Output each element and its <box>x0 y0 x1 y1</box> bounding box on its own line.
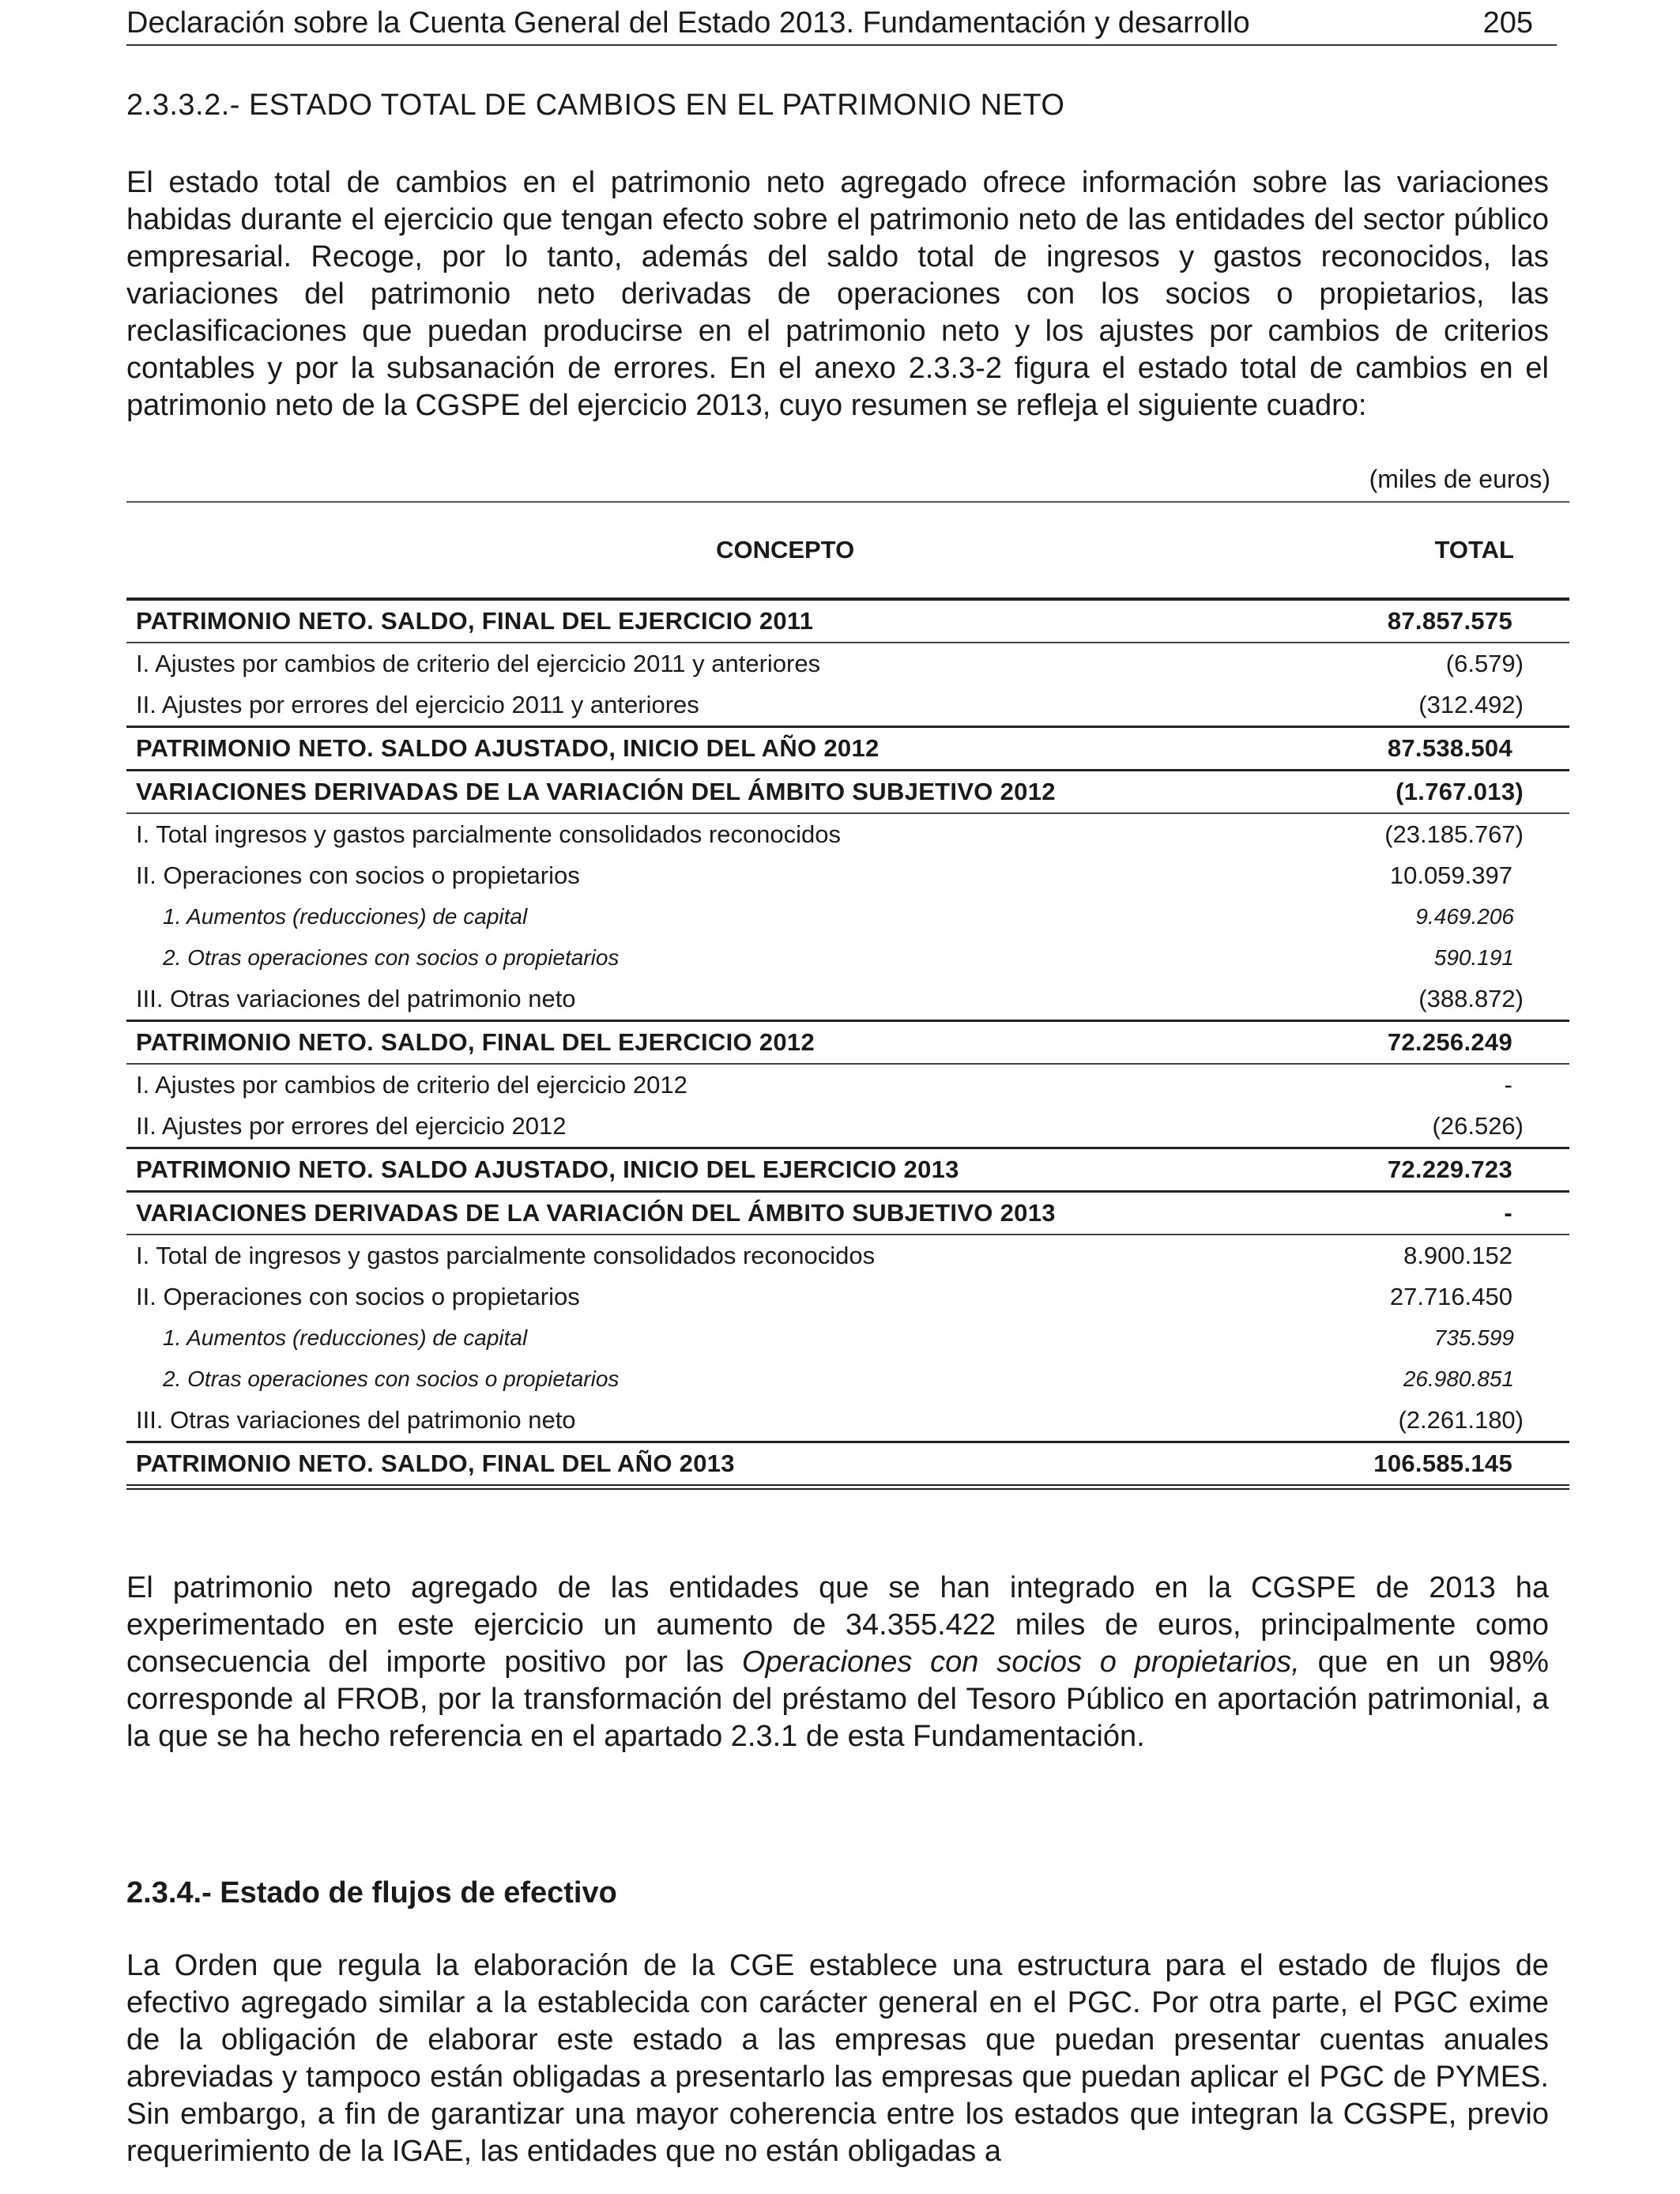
row-concept: 1. Aumentos (reducciones) de capital <box>163 1325 528 1350</box>
row-concept: I. Ajustes por cambios de criterio del ejercicio 2011 y anteriores <box>136 650 821 677</box>
table-row <box>126 1318 1569 1359</box>
analysis-text-start: El patrimonio neto agregado de las entidades que se han integrado en la CGSPE de 2013 ha experimentado en este ejercicio un aumento de 34.355.422 miles de euros, principalmente como consecuencia del importe positivo por las <box>126 1571 1549 1679</box>
row-concept: 1. Aumentos (reducciones) de capital <box>163 904 528 929</box>
row-total: 106.585.145 <box>1318 1442 1569 1487</box>
cash-flow-paragraph: La Orden que regula la elaboración de la CGE establece una estructura para el estado de flujos de efectivo agregado similar a la establecida con carácter general en el PGC. Por otra parte, el PGC exime de la obligación de elaborar este estado a las empresas que puedan presentar cuentas anuales abreviadas y tampoco están obligadas a presentarlo las empresas que puedan aplicar el PGC de PYMES. Sin embargo, a fin de garantizar una mayor coherencia entre los estados que integran la CGSPE, previo requerimiento de la IGAE, las entidades que no están obligadas a <box>126 1949 1549 2168</box>
table-row <box>126 1106 1569 1148</box>
row-total: (388.872) <box>1418 985 1524 1012</box>
table-row <box>126 599 1569 643</box>
header-title: Declaración sobre la Cuenta General del Estado 2013. Fundamentación y desarrollo <box>126 6 1250 40</box>
row-concept: II. Ajustes por errores del ejercicio 2011 y anteriores <box>136 691 699 718</box>
table-row <box>126 684 1569 727</box>
intro-paragraph: El estado total de cambios en el patrimonio neto agregado ofrece información sobre las variaciones habidas durante el ejercicio que tengan efecto sobre el patrimonio neto de las entidades del sector público empresarial. Recoge, por lo tanto, además del saldo total de ingresos y gastos reconocidos, las variaciones del patrimonio neto derivadas de operaciones con los socios o propietarios, las reclasificaciones que puedan producirse en el patrimonio neto y los ajustes por cambios de criterios contables y por la subsanación de errores. En el anexo 2.3.3-2 figura el estado total de cambios en el patrimonio neto de la CGSPE del ejercicio 2013, cuyo resumen se refleja el siguiente cuadro: <box>126 166 1549 422</box>
table-row <box>126 937 1569 978</box>
row-concept: II. Ajustes por errores del ejercicio 2012 <box>136 1112 567 1140</box>
table-row <box>126 1235 1569 1276</box>
row-total: 735.599 <box>1433 1325 1514 1350</box>
column-header-concepto: CONCEPTO <box>126 502 1318 599</box>
row-total: 72.256.249 <box>1318 1021 1569 1065</box>
table-row <box>126 1064 1569 1106</box>
row-total: (312.492) <box>1418 691 1524 718</box>
row-concept: VARIACIONES DERIVADAS DE LA VARIACIÓN DEL ÁMBITO SUBJETIVO 2012 <box>126 771 1318 814</box>
row-total: 10.059.397 <box>1389 861 1512 889</box>
table-row <box>126 1400 1569 1442</box>
analysis-paragraph <box>126 1570 1549 1755</box>
row-concept: PATRIMONIO NETO. SALDO AJUSTADO, INICIO DEL EJERCICIO 2013 <box>126 1148 1318 1192</box>
row-concept: VARIACIONES DERIVADAS DE LA VARIACIÓN DEL ÁMBITO SUBJETIVO 2013 <box>126 1192 1318 1235</box>
table-row <box>126 1192 1569 1235</box>
row-concept: III. Otras variaciones del patrimonio neto <box>136 985 576 1012</box>
table-row <box>126 727 1569 771</box>
row-total: - <box>1504 1071 1512 1099</box>
row-concept: PATRIMONIO NETO. SALDO AJUSTADO, INICIO DEL AÑO 2012 <box>126 727 1318 771</box>
row-concept: I. Ajustes por cambios de criterio del ejercicio 2012 <box>136 1071 687 1099</box>
row-total: (2.261.180) <box>1398 1406 1524 1434</box>
row-total: - <box>1318 1192 1569 1235</box>
row-total: 26.980.851 <box>1403 1367 1514 1391</box>
table-units: (miles de euros) <box>1369 465 1550 493</box>
row-total: 9.469.206 <box>1415 904 1514 929</box>
row-concept: PATRIMONIO NETO. SALDO, FINAL DEL EJERCICIO 2011 <box>126 599 1318 643</box>
table-row <box>126 643 1569 684</box>
column-header-total: TOTAL <box>1318 502 1569 599</box>
analysis-text-end: que en un 98% corresponde al FROB, por la transformación del préstamo del Tesoro Público en aportación patrimonial, a la que se ha hecho referencia en el apartado 2.3.1 de esta Fundamentación. <box>126 1646 1549 1753</box>
table-row <box>126 1359 1569 1400</box>
table-row <box>126 1148 1569 1192</box>
row-total: 590.191 <box>1433 945 1514 970</box>
table-row <box>126 1276 1569 1318</box>
row-total: (26.526) <box>1432 1112 1524 1140</box>
table-row <box>126 813 1569 855</box>
table-body <box>126 599 1569 1487</box>
table-row <box>126 1442 1569 1487</box>
row-concept: III. Otras variaciones del patrimonio neto <box>136 1406 576 1434</box>
running-header <box>126 2 1557 46</box>
table-row <box>126 896 1569 937</box>
row-total: (6.579) <box>1445 650 1524 677</box>
subsection-title: 2.3.4.- Estado de flujos de efectivo <box>126 1876 617 1909</box>
page-number: 205 <box>1482 6 1533 40</box>
table-row <box>126 978 1569 1021</box>
row-total: 8.900.152 <box>1403 1242 1512 1269</box>
equity-changes-table <box>126 501 1569 1490</box>
analysis-italic-phrase: Operaciones con socios o propietarios, <box>741 1646 1300 1679</box>
row-total: 87.538.504 <box>1318 727 1569 771</box>
row-concept: I. Total de ingresos y gastos parcialmente consolidados reconocidos <box>136 1242 876 1269</box>
row-total: 27.716.450 <box>1389 1283 1512 1310</box>
table-row <box>126 855 1569 896</box>
section-title: 2.3.3.2.- ESTADO TOTAL DE CAMBIOS EN EL PATRIMONIO NETO <box>126 89 1065 122</box>
row-concept: 2. Otras operaciones con socios o propietarios <box>163 945 620 970</box>
row-total: (23.185.767) <box>1384 820 1524 848</box>
table-row <box>126 1021 1569 1065</box>
row-total: 87.857.575 <box>1318 599 1569 643</box>
row-concept: II. Operaciones con socios o propietarios <box>136 861 580 889</box>
row-concept: PATRIMONIO NETO. SALDO, FINAL DEL EJERCICIO 2012 <box>126 1021 1318 1065</box>
row-concept: PATRIMONIO NETO. SALDO, FINAL DEL AÑO 2013 <box>126 1442 1318 1487</box>
table-header-row <box>126 502 1569 599</box>
row-concept: I. Total ingresos y gastos parcialmente consolidados reconocidos <box>136 820 842 848</box>
table-row <box>126 771 1569 814</box>
row-total: 72.229.723 <box>1318 1148 1569 1192</box>
row-total: (1.767.013) <box>1318 771 1569 814</box>
row-concept: II. Operaciones con socios o propietarios <box>136 1283 580 1310</box>
row-concept: 2. Otras operaciones con socios o propietarios <box>163 1367 620 1391</box>
